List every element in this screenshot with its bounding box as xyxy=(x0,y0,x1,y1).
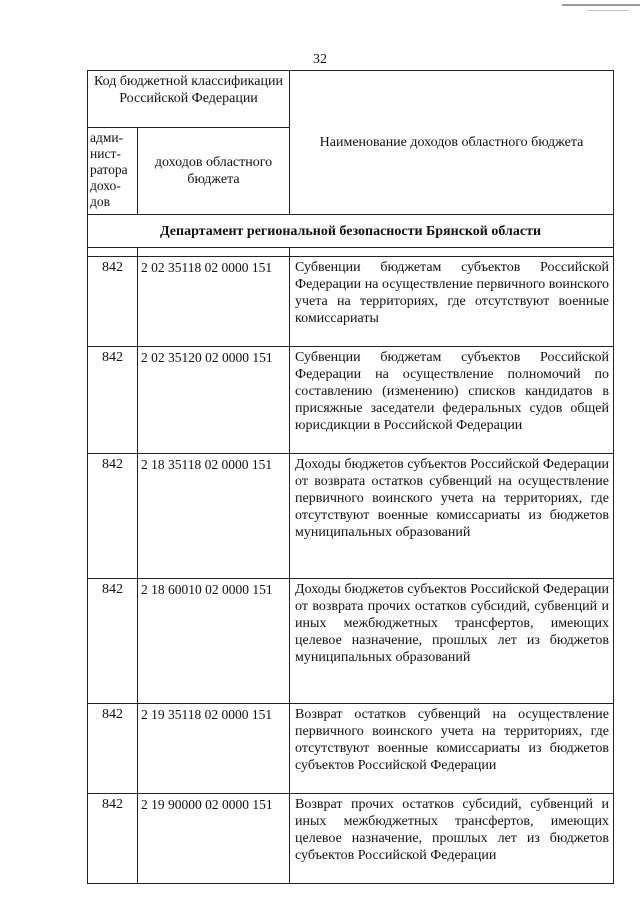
income-name: Субвенции бюджетам субъектов Российской Федерации на осуществление полномочий по составлению (изменению) списков кандидатов в присяжные заседатели федеральных судов общей юрисдикции в Российской Федерации xyxy=(290,347,614,454)
income-code: 2 19 90000 02 0000 151 xyxy=(138,794,290,884)
table-header-row xyxy=(88,71,614,128)
income-name: Субвенции бюджетам субъектов Российской Федерации на осуществление первичного воинского учета на территориях, где отсутствуют военные комиссариаты xyxy=(290,257,614,347)
table-row xyxy=(88,347,614,454)
header-administrator: адми-нист-ратора дохо-дов xyxy=(88,128,138,215)
income-code: 2 18 35118 02 0000 151 xyxy=(138,454,290,579)
section-title: Департамент региональной безопасности Брянской области xyxy=(88,215,614,248)
admin-code: 842 xyxy=(88,454,138,579)
header-income-code: доходов областного бюджета xyxy=(138,128,290,215)
header-income-name: Наименование доходов областного бюджета xyxy=(290,71,614,215)
header-budget-classification: Код бюджетной классификации Российской Федерации xyxy=(88,71,290,128)
admin-code: 842 xyxy=(88,579,138,704)
income-code: 2 02 35118 02 0000 151 xyxy=(138,257,290,347)
table-row xyxy=(88,794,614,884)
income-name: Возврат прочих остатков субсидий, субвенций и иных межбюджетных трансфертов, имеющих целевое назначение, прошлых лет из бюджетов субъектов Российской Федерации xyxy=(290,794,614,884)
page-number: 32 xyxy=(313,52,327,67)
income-name: Доходы бюджетов субъектов Российской Федерации от возврата прочих остатков субсидий, субвенций и иных межбюджетных трансфертов, имеющих целевое назначение, прошлых лет из бюджетов муниципальных образований xyxy=(290,579,614,704)
income-code: 2 19 35118 02 0000 151 xyxy=(138,704,290,794)
admin-code: 842 xyxy=(88,347,138,454)
budget-classification-table xyxy=(87,70,614,884)
table-row xyxy=(88,257,614,347)
admin-code: 842 xyxy=(88,794,138,884)
scan-artifact xyxy=(588,10,628,11)
table-row xyxy=(88,579,614,704)
spacer-row xyxy=(88,248,614,257)
admin-code: 842 xyxy=(88,704,138,794)
income-code: 2 02 35120 02 0000 151 xyxy=(138,347,290,454)
admin-code: 842 xyxy=(88,257,138,347)
scan-artifact xyxy=(562,4,640,6)
table-row xyxy=(88,704,614,794)
income-name: Доходы бюджетов субъектов Российской Федерации от возврата остатков субвенций на осуществление первичного воинского учета на территориях, где отсутствуют военные комиссариаты из бюджетов муниципальных образований xyxy=(290,454,614,579)
income-code: 2 18 60010 02 0000 151 xyxy=(138,579,290,704)
table-row xyxy=(88,454,614,579)
income-name: Возврат остатков субвенций на осуществление первичного воинского учета на территориях, где отсутствуют военные комиссариаты из бюджетов субъектов Российской Федерации xyxy=(290,704,614,794)
section-row xyxy=(88,215,614,248)
